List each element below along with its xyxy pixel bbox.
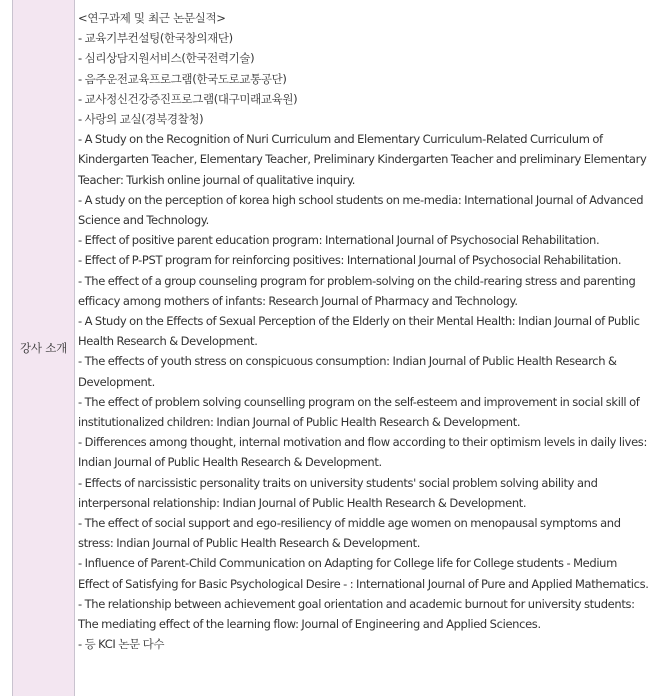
instructor-intro-label: 강사 소개 [19,341,68,355]
list-item: - A Study on the Effects of Sexual Perception of the Elderly on their Mental Health: Indian Journal of Public Health Research & Development. [78,314,640,349]
list-item: - The effect of a group counseling program for problem-solving on the child-rearing stress and parenting efficacy among mothers of infants: Research Journal of Pharmacy and Technology. [78,273,636,308]
list-item: - 심리상담지원서비스(한국전력기술) [78,51,255,66]
list-item: - The effect of problem solving counselling program on the self-esteem and improvement in social skill of institutionalized children: Indian Journal of Public Health Research & Development. [78,394,640,430]
list-item: - Effects of narcissistic personality traits on university students' social problem solving ability and interpersonal relationship: Indian Journal of Public Health Research & Development. [78,475,598,510]
list-item: - Effect of positive parent education program: International Journal of Psychosocial Rehabilitation. [78,233,600,248]
list-item: - A Study on the Recognition of Nuri Curriculum and Elementary Curriculum-Related Curriculum of Kindergarten Teacher, Elementary Teacher, Preliminary Kindergarten Teacher and preliminary Elementary Teacher: Turkish online journal of qualitative inquiry. [78,132,647,187]
list-item: - 사랑의 교실(경북경찰청) [78,112,204,127]
list-item: - 교육기부컨설팅(한국창의재단) [78,31,233,46]
list-item: - The effects of youth stress on conspicuous consumption: Indian Journal of Public Health Research & Development. [78,354,617,389]
list-item: - Effect of P-PST program for reinforcing positives: International Journal of Psychosocial Rehabilitation. [78,253,622,268]
list-item: - 교사정신건강증진프로그램(대구미래교육원) [78,91,298,106]
research-list [78,28,650,654]
list-item: - Influence of Parent-Child Communication on Adapting for College life for College students - Medium Effect of Satisfying for Basic Psychological Desire - : International Journal of Pure and Applied Mathematics. [78,556,649,591]
list-item: - 음주운전교육프로그램(한국도로교통공단) [78,71,287,86]
list-item: - Differences among thought, internal motivation and flow according to their optimism levels in daily lives: Indian Journal of Public Health Research & Development. [78,435,647,470]
list-item: - The effect of social support and ego-resiliency of middle age women on menopausal symptoms and stress: Indian Journal of Public Health Research & Development. [78,516,621,551]
content-cell [75,0,650,696]
content-heading: <연구과제 및 최근 논문실적> [78,11,226,25]
label-cell [13,0,75,696]
list-item: - The relationship between achievement goal orientation and academic burnout for university students: The mediating effect of the learning flow: Journal of Engineering and Applied Sciences. [78,596,635,632]
list-item: - 등 KCI 논문 다수 [78,637,165,652]
instructor-info-table [12,0,650,696]
list-item: - A study on the perception of korea high school students on me-media: International Journal of Advanced Science and Technology. [78,192,644,228]
